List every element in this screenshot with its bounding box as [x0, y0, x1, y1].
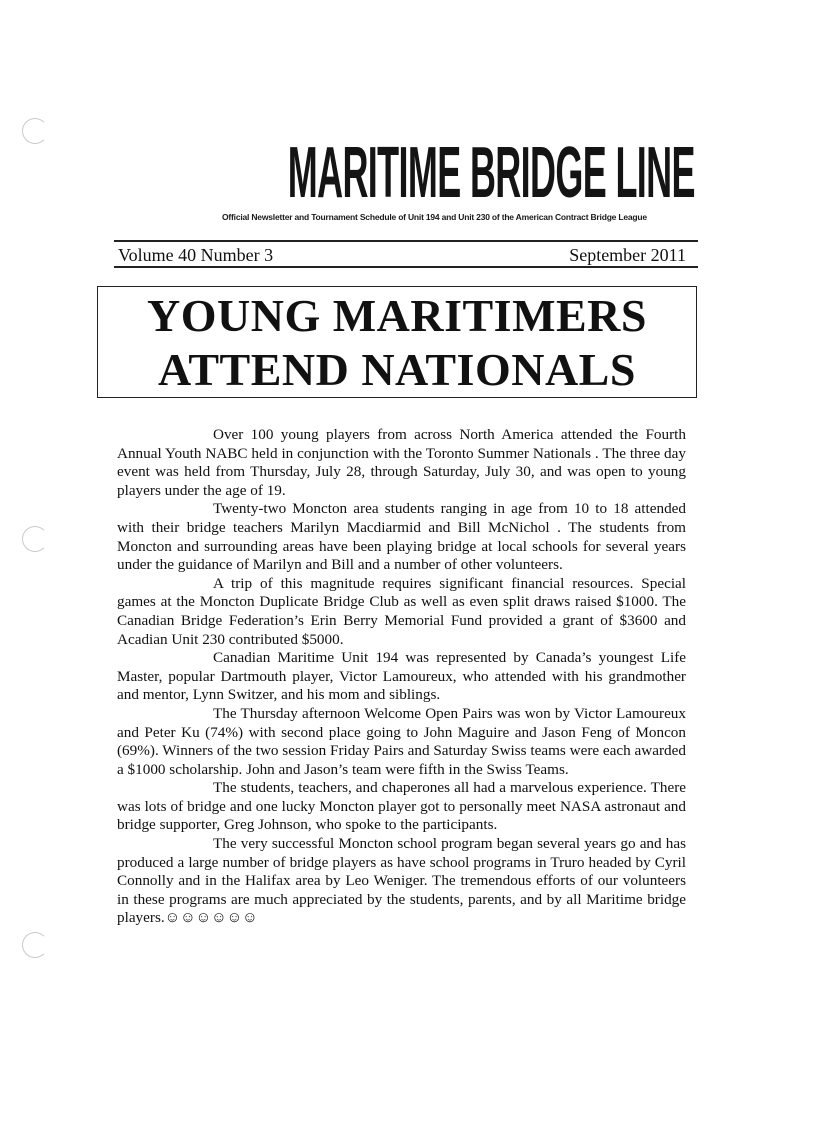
masthead-subtitle: Official Newsletter and Tournament Schedule of Unit 194 and Unit 230 of the American Contract Bridge League: [222, 212, 647, 222]
article-paragraph: The Thursday afternoon Welcome Open Pairs was won by Victor Lamoureux and Peter Ku (74%) with second place going to John Maguire and Jason Feng of Moncon (69%). Winners of the two session Friday Pairs and Saturday Swiss teams were each awarded a $1000 scholarship. John and Jason’s team were fifth in the Swiss Teams.: [117, 704, 686, 778]
punch-hole-top: [22, 118, 48, 144]
article-body: [117, 426, 686, 928]
article-paragraph: Canadian Maritime Unit 194 was represented by Canada’s youngest Life Master, popular Dartmouth player, Victor Lamoureux, who attended with his grandmother and mentor, Lynn Switzer, and his mom and siblings.: [117, 649, 686, 704]
rule-top: [114, 240, 698, 242]
headline-box: [97, 286, 697, 398]
punch-hole-middle: [22, 526, 48, 552]
headline-line-2: ATTEND NATIONALS: [158, 344, 636, 395]
issue-line: [118, 245, 686, 266]
punch-hole-bottom: [22, 932, 48, 958]
issue-date: September 2011: [569, 245, 686, 265]
headline-line-1: YOUNG MARITIMERS: [147, 290, 647, 341]
article-paragraph: The very successful Moncton school program began several years go and has produced a large number of bridge players as have school programs in Truro headed by Cyril Connolly and in the Halifax area by Leo Weniger. The tremendous efforts of our volunteers in these programs are much appreciated by the students, parents, and by all Maritime bridge players.☺☺☺☺☺☺: [117, 835, 686, 927]
masthead-title: MARITIME BRIDGE LINE: [287, 131, 695, 213]
article-paragraph: Over 100 young players from across North America attended the Fourth Annual Youth NABC held in conjunction with the Toronto Summer Nationals . The three day event was held from Thursday, July 28, through Saturday, July 30, and was open to young players under the age of 19.: [117, 426, 686, 499]
article-paragraph: The students, teachers, and chaperones all had a marvelous experience. There was lots of bridge and one lucky Moncton player got to personally meet NASA astronaut and bridge supporter, Greg Johnson, who spoke to the participants.: [117, 779, 686, 834]
article-paragraph: Twenty-two Moncton area students ranging in age from 10 to 18 attended with their bridge teachers Marilyn Macdiarmid and Bill McNichol . The students from Moncton and surrounding areas have been playing bridge at local schools for several years under the guidance of Marilyn and Bill and a number of other volunteers.: [117, 500, 686, 574]
article-paragraph: A trip of this magnitude requires significant financial resources. Special games at the Moncton Duplicate Bridge Club as well as even split draws raised $1000. The Canadian Bridge Federation’s Erin Berry Memorial Fund provided a grant of $3600 and Acadian Unit 230 contributed $5000.: [117, 574, 686, 648]
rule-bottom: [114, 266, 698, 268]
volume-number: Volume 40 Number 3: [118, 245, 274, 265]
